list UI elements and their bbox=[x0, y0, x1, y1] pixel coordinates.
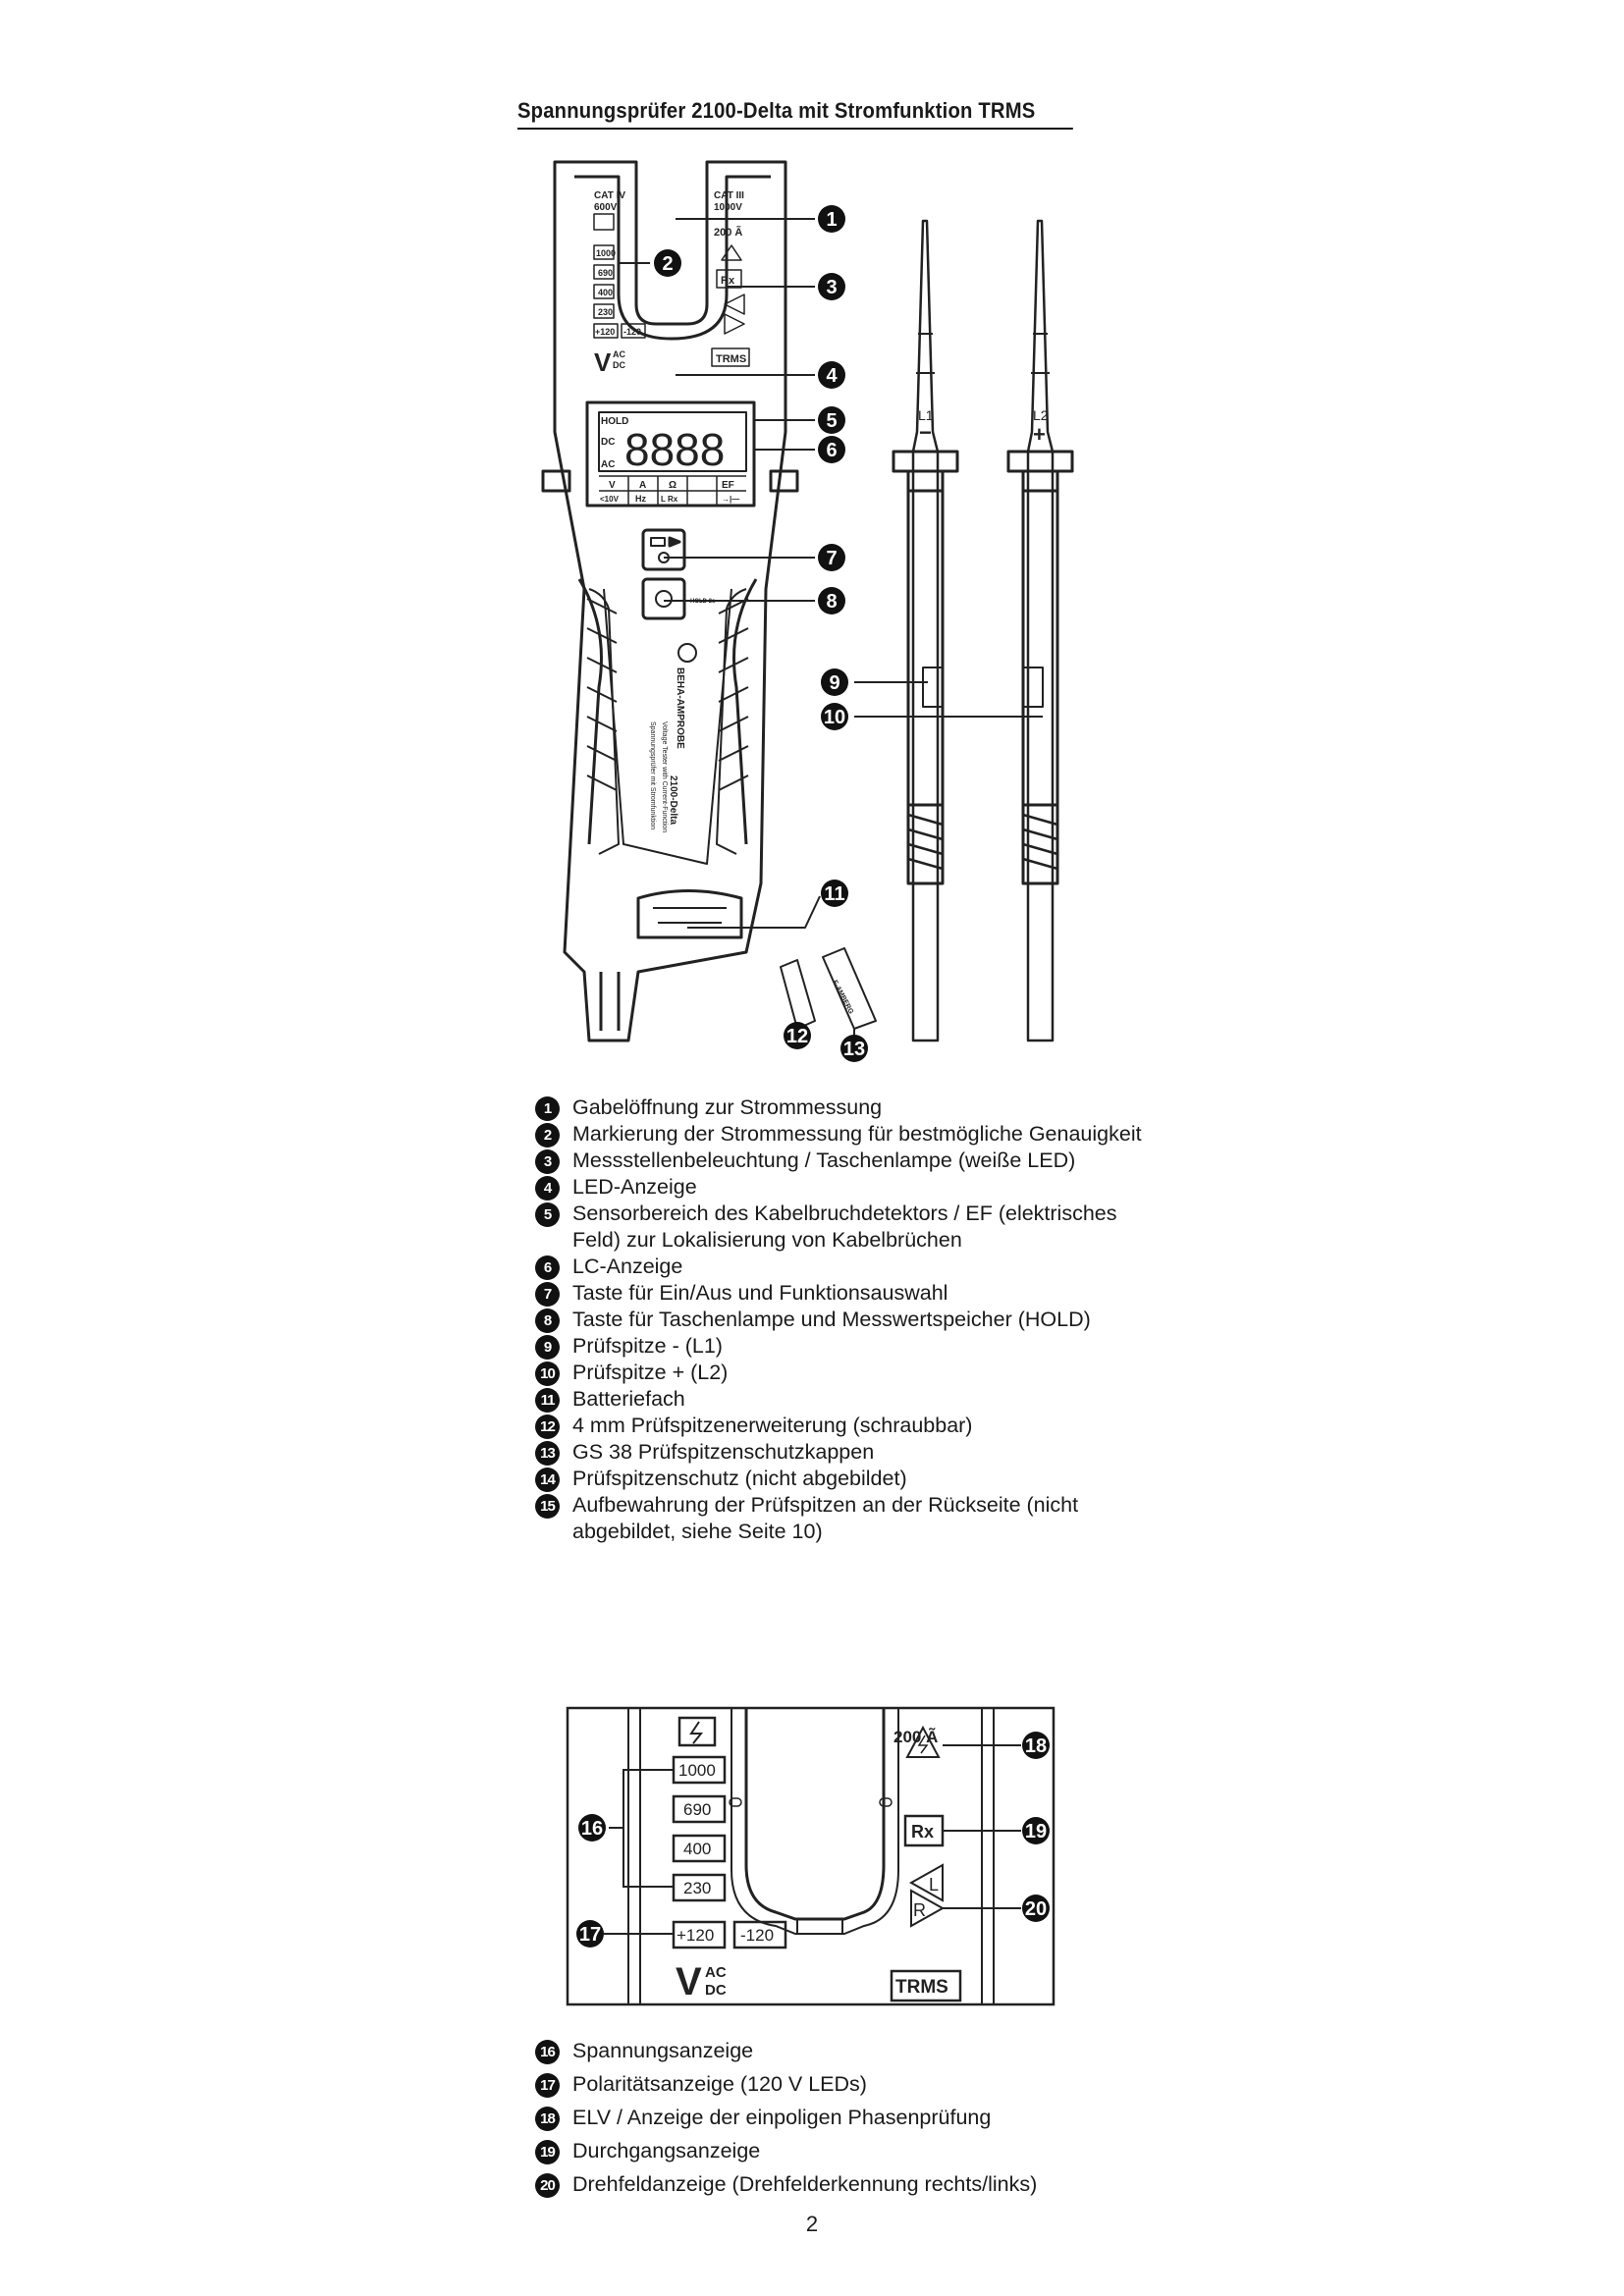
legend-item bbox=[535, 1201, 1144, 1254]
rx-label: Rx bbox=[721, 275, 735, 287]
legend-list bbox=[535, 1095, 1144, 1545]
detail-led-1000: 1000 bbox=[678, 1761, 716, 1780]
lcd-hz: Hz bbox=[635, 494, 646, 504]
legend-text: Prüfspitzenschutz (nicht abgebildet) bbox=[572, 1467, 907, 1490]
legend-text: GS 38 Prüfspitzenschutzkappen bbox=[572, 1440, 875, 1464]
legend-number-badge: 18 bbox=[535, 2107, 560, 2131]
callout-number: 19 bbox=[1024, 1821, 1048, 1842]
legend-item bbox=[535, 1121, 1144, 1148]
detail-current-range: 200 Ã bbox=[893, 1728, 939, 1746]
callout-number: 3 bbox=[826, 277, 838, 298]
callout-17 bbox=[576, 1920, 604, 1948]
detail-illustration bbox=[0, 1698, 1624, 2091]
callout-number: 10 bbox=[823, 707, 846, 728]
legend-item bbox=[535, 1280, 1144, 1307]
callout-20 bbox=[1022, 1895, 1050, 1922]
legend-item bbox=[535, 1360, 1144, 1386]
legend-number-badge: 10 bbox=[535, 1362, 560, 1386]
legend-item bbox=[535, 1333, 1144, 1360]
callout-number: 1 bbox=[826, 209, 838, 231]
callout-10 bbox=[821, 703, 848, 730]
legend-text: Markierung der Strommessung für bestmögliche Genauigkeit bbox=[572, 1122, 1142, 1146]
hold-tag: HOLD 2s bbox=[690, 599, 716, 605]
legend-text: Drehfeldanzeige (Drehfelderkennung rechts/links) bbox=[572, 2172, 1038, 2196]
callout-number: 18 bbox=[1024, 1735, 1048, 1757]
legend-text: Prüfspitze - (L1) bbox=[572, 1334, 723, 1358]
cat-left-line2: 600V bbox=[594, 202, 618, 213]
callout-19 bbox=[1022, 1817, 1050, 1844]
callout-4 bbox=[818, 361, 845, 389]
legend-text: ELV / Anzeige der einpoligen Phasenprüfung bbox=[572, 2106, 992, 2129]
callout-1 bbox=[818, 205, 845, 233]
detail-led-400: 400 bbox=[683, 1840, 712, 1858]
detail-ac: AC bbox=[705, 1964, 727, 1981]
legend-text: Batteriefach bbox=[572, 1387, 685, 1411]
legend-text: Taste für Taschenlampe und Messwertspeicher (HOLD) bbox=[572, 1308, 1091, 1331]
led-400: 400 bbox=[598, 288, 614, 297]
ac-label: AC bbox=[613, 349, 625, 359]
lcd-ohm: Ω bbox=[669, 480, 677, 491]
callout-number: 16 bbox=[580, 1818, 604, 1840]
detail-led-230: 230 bbox=[683, 1879, 712, 1897]
callout-5 bbox=[818, 406, 845, 434]
callout-2 bbox=[654, 249, 681, 277]
led-plus120: +120 bbox=[595, 327, 616, 337]
callout-9 bbox=[821, 668, 848, 696]
legend-number-badge: 16 bbox=[535, 2040, 560, 2064]
legend-item bbox=[535, 2171, 1144, 2198]
legend-number-badge: 11 bbox=[535, 1388, 560, 1413]
legend-list-2 bbox=[535, 2038, 1144, 2205]
legend-number-badge: 4 bbox=[535, 1176, 560, 1201]
lcd-lt10v: <10V bbox=[600, 495, 619, 504]
dc-label: DC bbox=[613, 360, 625, 370]
callout-number: 13 bbox=[842, 1039, 866, 1060]
detail-led-690: 690 bbox=[683, 1800, 712, 1819]
callout-7 bbox=[818, 544, 845, 571]
legend-text: Messstellenbeleuchtung / Taschenlampe (weiße LED) bbox=[572, 1148, 1076, 1172]
current-range: 200 Ã bbox=[714, 227, 743, 239]
callout-6 bbox=[818, 436, 845, 463]
legend-number-badge: 13 bbox=[535, 1441, 560, 1466]
legend-text: Spannungsanzeige bbox=[572, 2039, 754, 2062]
led-minus120: -120 bbox=[623, 327, 642, 337]
legend-item bbox=[535, 2105, 1144, 2131]
detail-r: R bbox=[913, 1900, 926, 1920]
detail-led-minus120: -120 bbox=[740, 1926, 775, 1945]
callout-number: 17 bbox=[578, 1924, 602, 1946]
legend-item bbox=[535, 1466, 1144, 1492]
legend-text: LC-Anzeige bbox=[572, 1255, 683, 1278]
legend-text: LED-Anzeige bbox=[572, 1175, 697, 1199]
lcd-diode: →|— bbox=[722, 495, 740, 504]
legend-number-badge: 19 bbox=[535, 2140, 560, 2164]
legend-text: Gabelöffnung zur Strommessung bbox=[572, 1095, 883, 1119]
callout-number: 6 bbox=[826, 440, 838, 461]
legend-item bbox=[535, 1492, 1144, 1545]
lcd-hold: HOLD bbox=[601, 416, 629, 427]
led-230: 230 bbox=[598, 307, 614, 317]
legend-number-badge: 9 bbox=[535, 1335, 560, 1360]
callout-8 bbox=[818, 587, 845, 614]
lcd-lrx: L Rx bbox=[661, 495, 678, 504]
model-text: 2100-Delta bbox=[668, 775, 678, 826]
legend-number-badge: 20 bbox=[535, 2173, 560, 2198]
callout-number: 8 bbox=[826, 591, 838, 613]
body-text-1: Voltage Tester with Current-Function bbox=[661, 721, 668, 833]
legend-text: Polaritätsanzeige (120 V LEDs) bbox=[572, 2072, 867, 2096]
detail-l: L bbox=[929, 1875, 940, 1895]
legend-item bbox=[535, 1413, 1144, 1439]
detail-led-plus120: +120 bbox=[677, 1926, 715, 1945]
legend-number-badge: 5 bbox=[535, 1202, 560, 1227]
page-title: Spannungsprüfer 2100-Delta mit Stromfunktion TRMS bbox=[517, 98, 1073, 130]
callout-number: 4 bbox=[826, 365, 838, 387]
legend-number-badge: 15 bbox=[535, 1494, 560, 1519]
callout-number: 11 bbox=[824, 883, 845, 905]
legend-number-badge: 3 bbox=[535, 1149, 560, 1174]
legend-number-badge: 17 bbox=[535, 2073, 560, 2098]
legend-item bbox=[535, 1174, 1144, 1201]
lcd-digits: 8888 bbox=[624, 424, 726, 475]
legend-text: Durchgangsanzeige bbox=[572, 2139, 761, 2163]
legend-text: 4 mm Prüfspitzenerweiterung (schraubbar) bbox=[572, 1414, 973, 1437]
legend-item bbox=[535, 2071, 1144, 2098]
legend-number-badge: 12 bbox=[535, 1415, 560, 1439]
legend-number-badge: 14 bbox=[535, 1468, 560, 1492]
v-label: V bbox=[594, 347, 612, 377]
lcd-a: A bbox=[639, 480, 647, 491]
detail-dc: DC bbox=[705, 1982, 727, 1999]
legend-item bbox=[535, 1386, 1144, 1413]
detail-trms: TRMS bbox=[895, 1977, 948, 1998]
legend-number-badge: 2 bbox=[535, 1123, 560, 1148]
callout-3 bbox=[818, 273, 845, 300]
legend-item bbox=[535, 2038, 1144, 2064]
legend-item bbox=[535, 1148, 1144, 1174]
legend-text: Taste für Ein/Aus und Funktionsauswahl bbox=[572, 1281, 948, 1305]
callout-12 bbox=[784, 1022, 811, 1049]
legend-text: Prüfspitze + (L2) bbox=[572, 1361, 729, 1384]
lcd-ac: AC bbox=[601, 459, 616, 470]
callout-number: 7 bbox=[826, 548, 838, 569]
legend-text: Aufbewahrung der Prüfspitzen an der Rückseite (nicht abgebildet, siehe Seite 10) bbox=[572, 1493, 1079, 1543]
callout-number: 12 bbox=[785, 1026, 809, 1047]
legend-number-badge: 8 bbox=[535, 1308, 560, 1333]
callout-number: 9 bbox=[829, 672, 840, 694]
probe-l2-sign: + bbox=[1033, 422, 1046, 447]
callout-16 bbox=[578, 1814, 606, 1842]
callout-18 bbox=[1022, 1732, 1050, 1759]
callout-number: 2 bbox=[662, 253, 674, 275]
lcd-ef: EF bbox=[722, 480, 734, 491]
legend-item bbox=[535, 1095, 1144, 1121]
cap-text: F-AMBERG bbox=[831, 979, 855, 1016]
lcd-dc: DC bbox=[601, 437, 616, 448]
page-number: 2 bbox=[805, 2212, 819, 2236]
legend-item bbox=[535, 1254, 1144, 1280]
body-text-2: Spannungsprüfer mit Stromfunktion bbox=[649, 721, 656, 830]
brand-text: BEHA-AMPROBE bbox=[675, 667, 685, 749]
callout-number: 20 bbox=[1024, 1898, 1048, 1920]
detail-v: V bbox=[676, 1960, 702, 2003]
legend-item bbox=[535, 2138, 1144, 2164]
cat-right-line1: CAT III bbox=[714, 190, 744, 201]
legend-number-badge: 1 bbox=[535, 1096, 560, 1121]
callout-13 bbox=[840, 1035, 868, 1062]
detail-rx: Rx bbox=[911, 1822, 935, 1842]
cat-right-line2: 1000V bbox=[714, 202, 742, 213]
probe-l1-label: L1 bbox=[918, 407, 934, 423]
legend-item bbox=[535, 1439, 1144, 1466]
legend-text: Sensorbereich des Kabelbruchdetektors / EF (elektrisches Feld) zur Lokalisierung von Kabelbrüchen bbox=[572, 1201, 1117, 1252]
led-1000: 1000 bbox=[596, 248, 617, 258]
callout-11 bbox=[821, 880, 848, 907]
cat-left-line1: CAT IV bbox=[594, 190, 626, 201]
callout-number: 5 bbox=[826, 410, 838, 432]
legend-item bbox=[535, 1307, 1144, 1333]
led-690: 690 bbox=[598, 268, 614, 278]
lcd-v: V bbox=[609, 480, 616, 491]
probe-l2-label: L2 bbox=[1033, 407, 1049, 423]
trms-label: TRMS bbox=[716, 353, 747, 365]
probe-l1-sign: − bbox=[919, 420, 932, 445]
device-illustration bbox=[0, 0, 1624, 1099]
legend-number-badge: 6 bbox=[535, 1255, 560, 1280]
legend-number-badge: 7 bbox=[535, 1282, 560, 1307]
